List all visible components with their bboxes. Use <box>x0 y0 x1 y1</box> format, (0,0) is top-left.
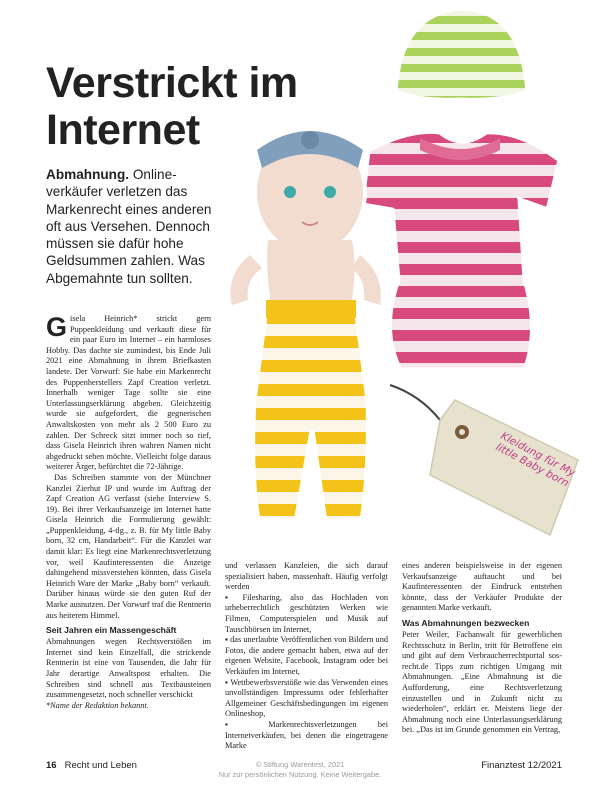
article-column-2 <box>225 561 388 752</box>
title-line-1: Verstrickt im <box>46 59 298 107</box>
tag-label: Kleidung für My little Baby born <box>493 430 578 490</box>
section-name: Recht und Leben <box>64 760 137 771</box>
photo-credit <box>569 606 579 746</box>
footnote: *Name der Redaktion bekannt. <box>46 700 149 710</box>
lead-paragraph <box>46 166 228 287</box>
doll-icon <box>230 130 380 310</box>
paragraph-2: Das Schreiben stammte von der Münchner Kanzlei Zierhut IP und wurde im Auftrag der Zapf Creation AG verfasst (siehe Interview S. 19). Bei ihrer Verkaufsanzeige im Internet hatte Gisela Heinrich die Formulierung gewählt: „Puppenkleidung, 4-tlg., z. B. für My little Baby born, 32 cm, Handarbeit“. Für die Kanzlei war damit klar: Es liegt eine Markenrechtsverletzung vor, weil Kaufinteressenten die Anzeige dahingehend missverstehen könnten, dass Gisela Heinrich Ware der Marke „Baby born“ verkauft. Darüber hinaus würde sie den guten Ruf der Marke ausnutzen. Der Vorwurf traf die Rentnerin aus heiterem Himmel. <box>46 472 211 620</box>
page-number: 16 <box>46 760 57 771</box>
yellow-pants-icon <box>253 300 369 522</box>
lead-text: Onlineverkäufer verletzen das Markenrecht eines anderen oft aus Versehen. Dennoch müssen sie dafür hohe Geldsummen zahlen. Was Abgemahnte tun sollten. <box>46 167 212 286</box>
bullet-bilder: ▪ das unerlaubte Veröffentlichen von Bildern und Fotos, die andere gemacht haben, etwa auf der eigenen Website, Facebook, Instagram oder bei Verkäufen im Internet, <box>225 635 388 676</box>
lead-kicker: Abmahnung. <box>46 167 130 182</box>
bullet-filesharing: ▪ Filesharing, also das Hochladen von urheberrechtlich geschützten Werken wie Filmen, Computerspielen und Musik auf Tauschbörsen im Internet, <box>225 592 388 634</box>
subheading-massengeschaeft: Seit Jahren ein Massengeschäft <box>46 625 177 636</box>
footer-left <box>46 760 137 771</box>
paragraph-1: Gisela Heinrich* strickt gern Puppenkleidung und verkauft diese für ein paar Euro im Internet – ein harmloses Hobby. Das dachte sie zumindest, bis Ende Juli 2021 eine Abmahnung in ihrem Briefkasten landete. Der Vorwurf: Sie habe ein Markenrecht des Puppenherstellers Zapf Creation verletzt. Innerhalb weniger Tage sollte sie eine Unterlassungserklärung abgeben. Gleichzeitig wurde sie aufgefordert, die gegnerischen Anwaltskosten von mehr als 2 500 Euro zu zahlen. Der Schreck sitzt immer noch so tief, dass Gisela Heinrich ihren wahren Namen nicht abgedruckt sehen möchte. Vielleicht folge daraus weiterer Ärger, befürchtet die 72-Jährige. <box>46 312 211 472</box>
drop-cap: G <box>46 312 68 342</box>
title-line-2: Internet <box>46 106 200 154</box>
footer-issue: Finanztest 12/2021 <box>481 760 562 771</box>
bullet-wettbewerb: ▪ Wettbewerbsverstöße wie das Verwenden eines unvollständigen Impressums oder fehlerhafter Allgemeiner Geschäftsbedingungen im eigenen Onlineshop, <box>225 677 388 719</box>
green-hat-icon <box>395 8 528 100</box>
paragraph-col2: und verlassen Kanzleien, die sich darauf spezialisiert haben, massenhaft. Häufig verfolgt werden <box>225 561 388 592</box>
article-column-1 <box>46 314 211 711</box>
pink-dress-icon <box>362 131 560 370</box>
bullet-marken: ▪ Markenrechtsverletzungen bei Internetverkäufen, bei denen die eingetragene Marke <box>225 719 388 751</box>
footer-copyright: © Stiftung Warentest, 2021 Nur zur persönlichen Nutzung. Keine Weitergabe. <box>218 760 382 779</box>
article-column-3 <box>402 561 562 736</box>
subheading-abmahnungen: Was Abmahnungen bezwecken <box>402 617 530 628</box>
paragraph-col3-2: Peter Weiler, Fachanwalt für gewerblichen Rechtsschutz in Berlin, tritt für Betroffene ein und gibt auf dem Verbraucherrechtportal sos-recht.de Tipps zum richtigen Umgang mit Abmahnungen. „Eine Abmahnung ist die Aufforderung, eine Rechtsverletzung einzustellen und in Zukunft nicht zu wiederholen“, erklärt er. Meistens liege der Abmahnung noch eine Unterlassungserklärung bei. „Das ist im Grunde genommen ein Vertrag, <box>402 629 562 735</box>
paragraph-3: Abmahnungen wegen Rechtsverstößen im Internet sind kein Einzelfall, die strickende Rentnerin ist eine von Tausenden, die Jahr für Jahr derartige Anwaltspost erhalten. Die Schreiben sind schnell aus Textbausteinen zusammengesetzt, noch schneller verschickt <box>46 637 211 700</box>
article-title <box>46 60 346 154</box>
paragraph-col3: eines anderen beispielsweise in der eigenen Verkaufsanzeige auftaucht und bei Kaufinteressenten der Eindruck entstehen könnte, dass der Verkäufer Produkte der genannten Marke verkauft. <box>402 561 562 613</box>
